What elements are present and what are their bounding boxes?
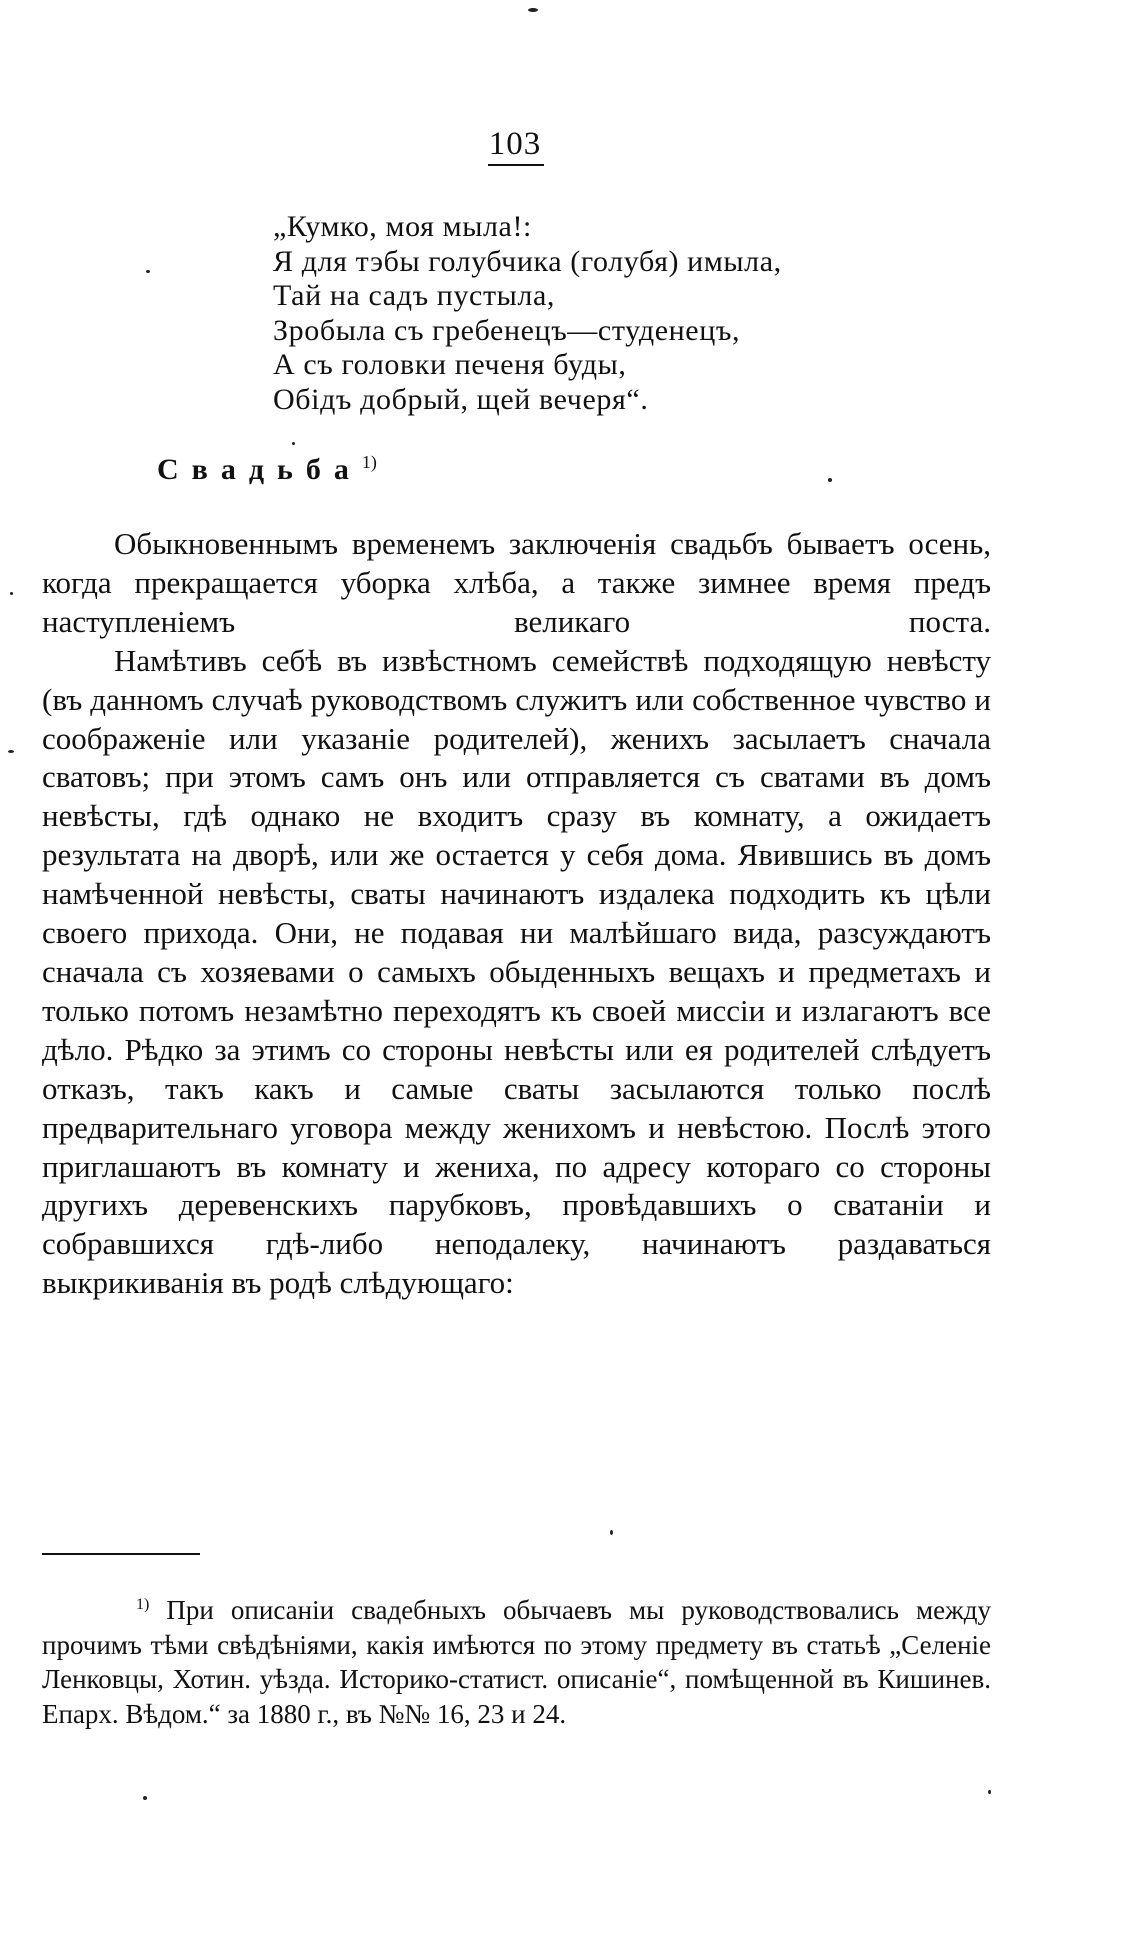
scan-speck — [8, 750, 14, 753]
verse-line: Я для тэбы голубчика (голубя) имыла, — [273, 244, 782, 278]
scan-speck — [610, 1530, 613, 1535]
verse-line: „Кумко, моя мыла!: — [273, 210, 532, 243]
footnote-marker: 1) — [136, 1596, 150, 1613]
verse-line: А съ головки печеня буды, — [273, 348, 627, 381]
body-text — [42, 525, 991, 1303]
section-heading — [157, 452, 377, 487]
paragraph: Намѣтивъ себѣ въ извѣстномъ семействѣ подходящую невѣсту (въ данномъ случаѣ руководствомъ служитъ или собственное чувство и соображеніе или указаніе родителей), женихъ засылаетъ сначала сватовъ; при этомъ самъ онъ или отправляется съ сватами въ домъ невѣсты, гдѣ однако не входитъ сразу въ комнату, а ожидаетъ результата на дворѣ, или же остается у себя дома. Явившись въ домъ намѣченной невѣсты, сваты начинаютъ издалека подходить къ цѣли своего прихода. Они, не подавая ни малѣйшаго вида, разсуждаютъ сначала съ хозяевами о самыхъ обыденныхъ вещахъ и предметахъ и только потомъ незамѣтно переходятъ къ своей миссіи и излагаютъ все дѣло. Рѣдко за этимъ со стороны невѣсты или ея родителей слѣдуетъ отказъ, такъ какъ и самые сваты засылаются только послѣ предварительнаго уговора между женихомъ и невѣстою. Послѣ этого приглашаютъ въ комнату и жениха, по адресу котораго со стороны другихъ деревенскихъ парубковъ, провѣдавшихъ о сватаніи и собравшихся гдѣ-либо неподалеку, начинаютъ раздаваться выкрикиванія въ родѣ слѣдующаго: — [42, 642, 991, 1301]
scan-speck — [828, 478, 832, 482]
scan-speck — [988, 1790, 991, 1794]
verse-block — [273, 210, 782, 417]
verse-line: Тай на садъ пустыла, — [273, 279, 556, 312]
footnote-text: При описаніи свадебныхъ обычаевъ мы руководствовались между прочимъ тѣми свѣдѣніями, какія имѣются по этому предмету въ статьѣ „Селеніе Ленковцы, Хотин. уѣзда. Историко-статист. описаніе“, помѣщенной въ Кишинев. Епарх. Вѣдом.“ за 1880 г., въ №№ 16, 23 и 24. — [42, 1595, 991, 1729]
scan-speck — [146, 270, 150, 273]
footnote — [42, 1588, 991, 1731]
scan-speck — [143, 1796, 147, 1800]
page-number: 103 — [488, 126, 542, 162]
scan-speck — [292, 442, 295, 445]
verse-line: Обідъ добрый, щей вечеря“. — [273, 382, 649, 416]
footnote-separator — [42, 1553, 200, 1555]
page-number-underline — [488, 164, 544, 166]
scan-speck — [10, 592, 13, 595]
scan-speck — [528, 8, 538, 12]
paragraph: Обыкновеннымъ временемъ заключенія свадьбъ бываетъ осень, когда прекращается уборка хлѣба, а также зимнее время предъ наступленіемъ великаго поста. — [42, 526, 991, 639]
section-heading-text: Свадьба — [157, 453, 362, 486]
section-footnote-marker: 1) — [361, 452, 377, 472]
verse-line: Зробыла съ гребенецъ—студенецъ, — [273, 313, 741, 347]
